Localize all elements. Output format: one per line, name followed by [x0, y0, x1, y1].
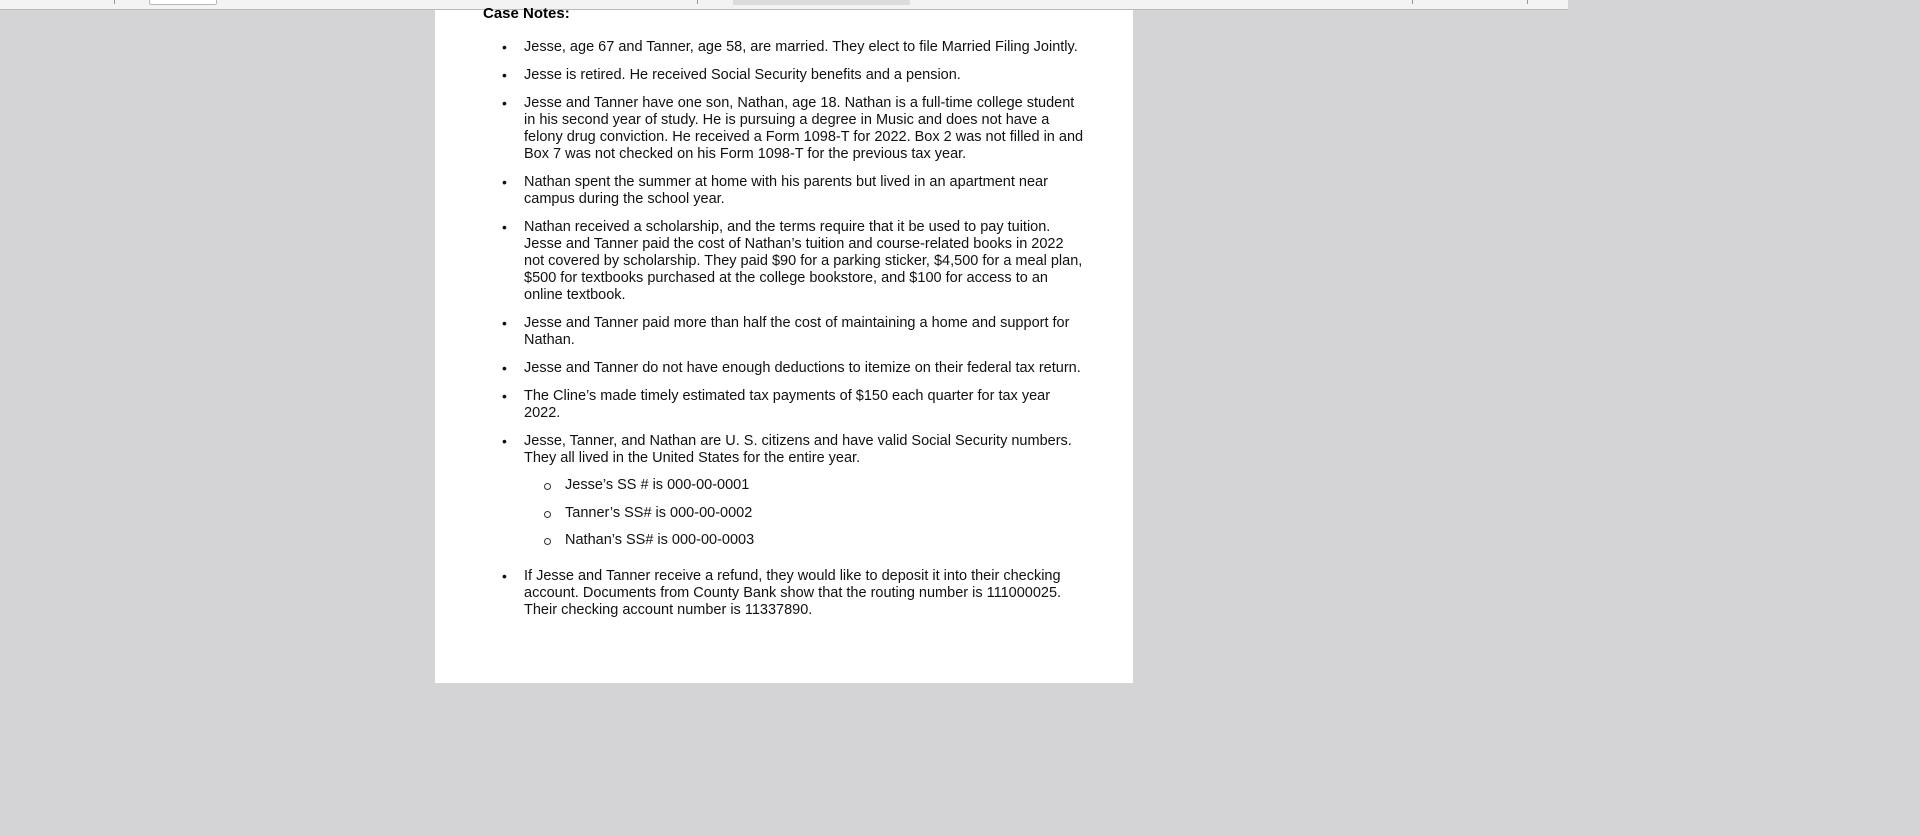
toolbar-active-tab[interactable]	[733, 0, 910, 5]
list-item	[502, 360, 1084, 377]
sub-list-item-text: Tanner’s SS# is 000-00-0002	[565, 504, 753, 521]
list-item-text: If Jesse and Tanner receive a refund, they would like to deposit it into their checking account. Documents from County Bank show that the routing number is 111000025. Their checking account number is 11337890.	[524, 568, 1062, 618]
list-item	[502, 568, 1084, 619]
toolbar-divider	[1527, 0, 1528, 4]
toolbar-divider	[114, 0, 115, 4]
list-item-text: Jesse and Tanner paid more than half the cost of maintaining a home and support for Nathan.	[524, 315, 1070, 348]
list-item	[502, 39, 1084, 56]
sub-list-item-text: Jesse’s SS # is 000-00-0001	[565, 477, 750, 493]
document-page	[435, 5, 1133, 683]
circle-bullet-icon	[544, 538, 551, 545]
circle-bullet-icon	[544, 483, 551, 490]
bullet-icon: •	[502, 67, 507, 83]
list-item	[502, 67, 1084, 84]
sub-list-item	[565, 532, 1084, 549]
list-item	[502, 174, 1084, 208]
list-item	[502, 315, 1084, 349]
bullet-icon: •	[502, 388, 507, 404]
list-item-text: Nathan spent the summer at home with his parents but lived in an apartment near campus during the school year.	[524, 174, 1048, 207]
circle-bullet-icon	[544, 511, 551, 518]
bullet-icon: •	[502, 219, 507, 235]
bullet-icon: •	[502, 174, 507, 190]
case-notes-list	[502, 39, 1084, 630]
page-number-input[interactable]	[149, 0, 217, 5]
sub-list-item	[565, 505, 1084, 522]
sub-list-item	[565, 477, 1084, 494]
list-item-text: Jesse and Tanner do not have enough deductions to itemize on their federal tax return.	[524, 360, 1081, 376]
toolbar-divider	[1412, 0, 1413, 4]
sub-list-item-text: Nathan’s SS# is 000-00-0003	[565, 532, 755, 548]
list-item	[502, 95, 1084, 163]
ssn-sublist	[524, 477, 1084, 549]
viewer-toolbar	[0, 0, 1568, 10]
list-item	[502, 388, 1084, 422]
case-notes-heading: Case Notes:	[483, 5, 570, 22]
toolbar-divider	[697, 0, 698, 4]
list-item-text: Jesse is retired. He received Social Security benefits and a pension.	[524, 67, 961, 83]
bullet-icon: •	[502, 568, 507, 584]
list-item	[502, 219, 1084, 304]
list-item-text: Jesse, age 67 and Tanner, age 58, are married. They elect to file Married Filing Jointly.	[524, 39, 1078, 55]
list-item-text: Nathan received a scholarship, and the terms require that it be used to pay tuition. Jesse and Tanner paid the cost of Nathan’s tuition and course-related books in 2022 not covered by scholarship. They paid $90 for a parking sticker, $4,500 for a meal plan, $500 for textbooks purchased at the college bookstore, and $100 for access to an online textbook.	[524, 219, 1083, 303]
bullet-icon: •	[502, 360, 507, 376]
bullet-icon: •	[502, 95, 507, 111]
bullet-icon: •	[502, 433, 507, 449]
list-item-text: Jesse, Tanner, and Nathan are U. S. citizens and have valid Social Security numbers. They all lived in the United States for the entire year.	[524, 433, 1072, 466]
bullet-icon: •	[502, 39, 507, 55]
bullet-icon: •	[502, 315, 507, 331]
list-item-text: Jesse and Tanner have one son, Nathan, age 18. Nathan is a full-time college student in his second year of study. He is pursuing a degree in Music and does not have a felony drug conviction. He received a Form 1098-T for 2022. Box 2 was not filled in and Box 7 was not checked on his Form 1098-T for the previous tax year.	[524, 95, 1084, 162]
list-item-text: The Cline’s made timely estimated tax payments of $150 each quarter for tax year 2022.	[524, 388, 1051, 421]
list-item	[502, 433, 1084, 549]
